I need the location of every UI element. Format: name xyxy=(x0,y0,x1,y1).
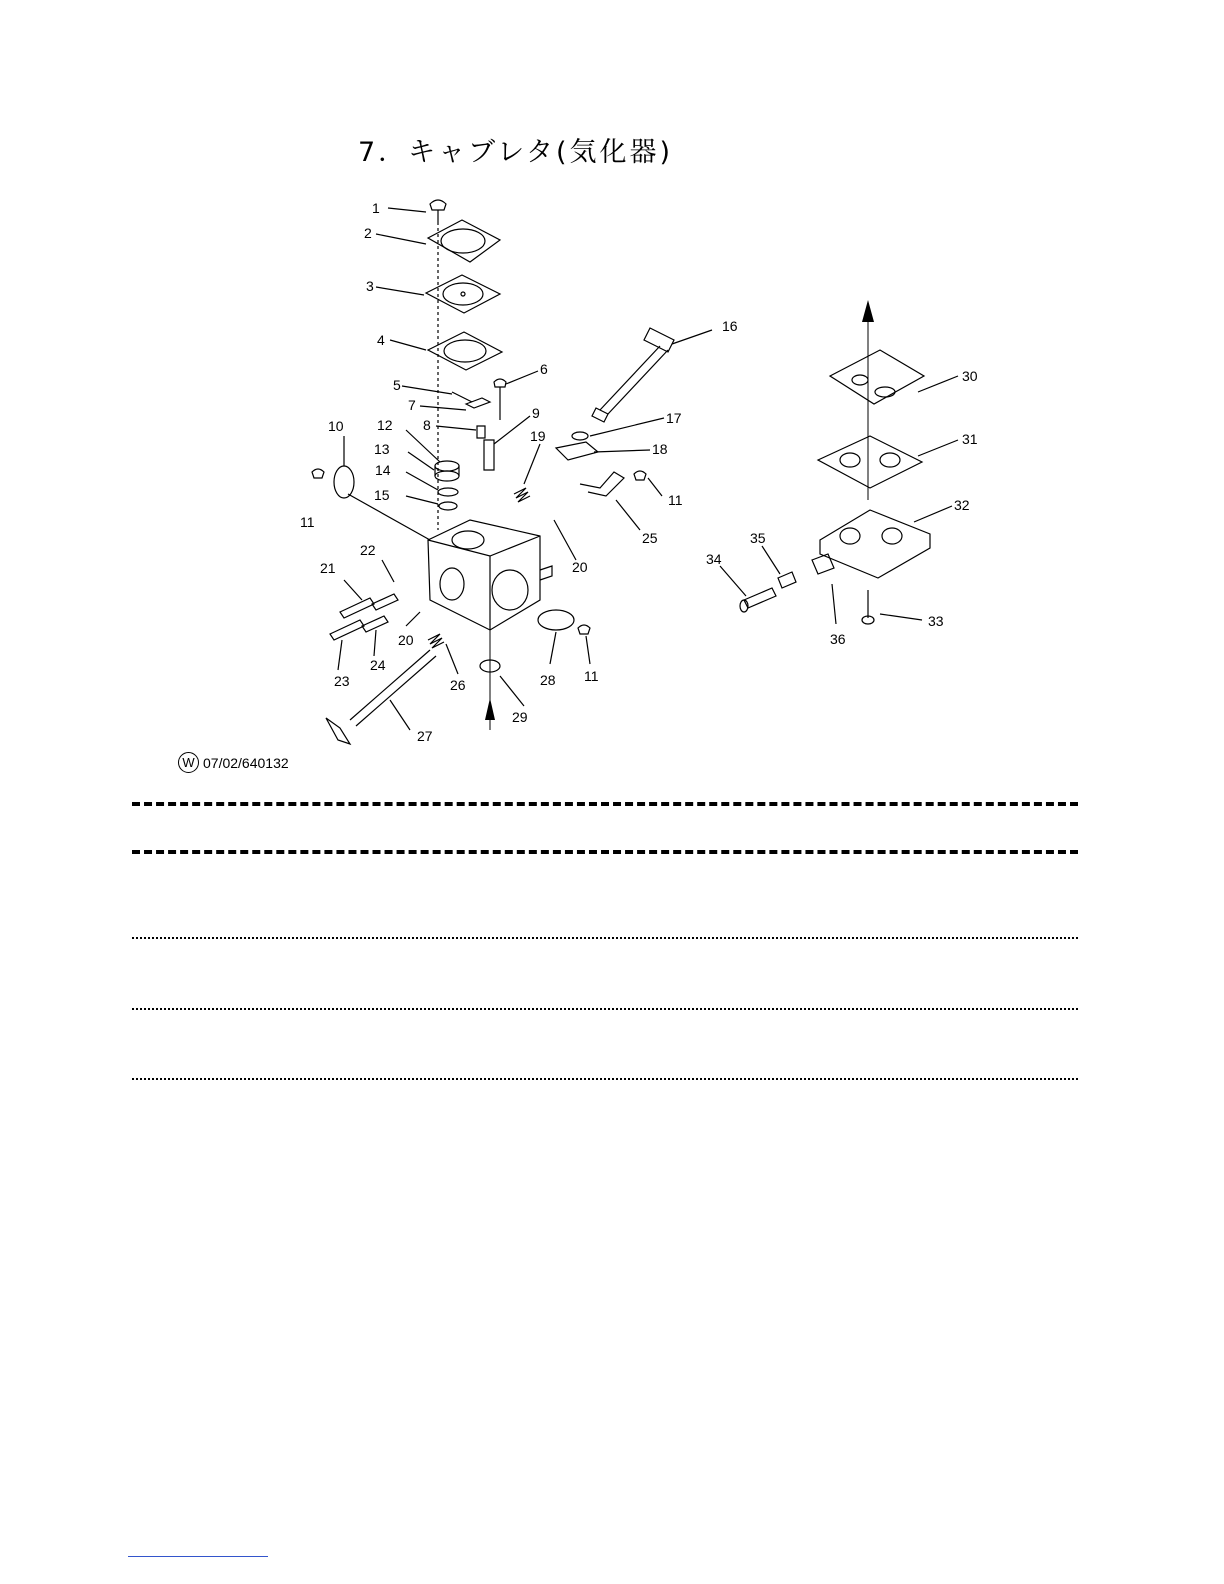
page-title: 7．キャブレタ(気化器) xyxy=(358,137,674,168)
callout-25: 25 xyxy=(642,530,658,546)
callout-11-c: 11 xyxy=(584,668,599,684)
callout-35: 35 xyxy=(750,530,766,546)
callout-1: 1 xyxy=(372,200,380,216)
callout-12: 12 xyxy=(377,417,393,433)
callout-31: 31 xyxy=(962,431,978,447)
drawing-code xyxy=(178,752,289,773)
callout-30: 30 xyxy=(962,368,978,384)
callout-11: 11 xyxy=(300,514,315,530)
callout-13: 13 xyxy=(374,441,390,457)
callout-labels xyxy=(300,200,978,744)
callout-36: 36 xyxy=(830,631,846,647)
flow-arrow-up-icon xyxy=(862,300,874,322)
callout-14: 14 xyxy=(375,462,391,478)
callout-19: 19 xyxy=(530,428,546,444)
dashed-divider xyxy=(132,802,1078,806)
callout-21: 21 xyxy=(320,560,336,576)
drawing-code-text: 07/02/640132 xyxy=(203,754,289,771)
callout-22: 22 xyxy=(360,542,376,558)
dotted-rule xyxy=(132,1008,1078,1010)
footer-rule xyxy=(128,1556,268,1557)
callout-20-b: 20 xyxy=(398,632,414,648)
dotted-rule xyxy=(132,937,1078,939)
callout-24: 24 xyxy=(370,657,386,673)
callout-28: 28 xyxy=(540,672,556,688)
callout-9: 9 xyxy=(532,405,540,421)
callout-3: 3 xyxy=(366,278,374,294)
callout-29: 29 xyxy=(512,709,528,725)
callout-4: 4 xyxy=(377,332,385,348)
callout-8: 8 xyxy=(423,417,431,433)
callout-16: 16 xyxy=(722,318,738,334)
callout-18: 18 xyxy=(652,441,668,457)
dotted-rule xyxy=(132,1078,1078,1080)
flow-arrow-up-icon xyxy=(485,698,495,720)
callout-6: 6 xyxy=(540,361,548,377)
callout-7: 7 xyxy=(408,397,416,413)
callout-20: 20 xyxy=(572,559,588,575)
callout-5: 5 xyxy=(393,377,401,393)
callout-32: 32 xyxy=(954,497,970,513)
callout-33: 33 xyxy=(928,613,944,629)
dashed-divider xyxy=(132,850,1078,854)
callout-34: 34 xyxy=(706,551,722,567)
callout-17: 17 xyxy=(666,410,682,426)
callout-27: 27 xyxy=(417,728,433,744)
callout-11-b: 11 xyxy=(668,492,683,508)
callout-2: 2 xyxy=(364,225,372,241)
callout-10: 10 xyxy=(328,418,344,434)
callout-26: 26 xyxy=(450,677,466,693)
callout-15: 15 xyxy=(374,487,390,503)
watermark-circle-letter: W xyxy=(178,752,199,773)
callout-23: 23 xyxy=(334,673,350,689)
